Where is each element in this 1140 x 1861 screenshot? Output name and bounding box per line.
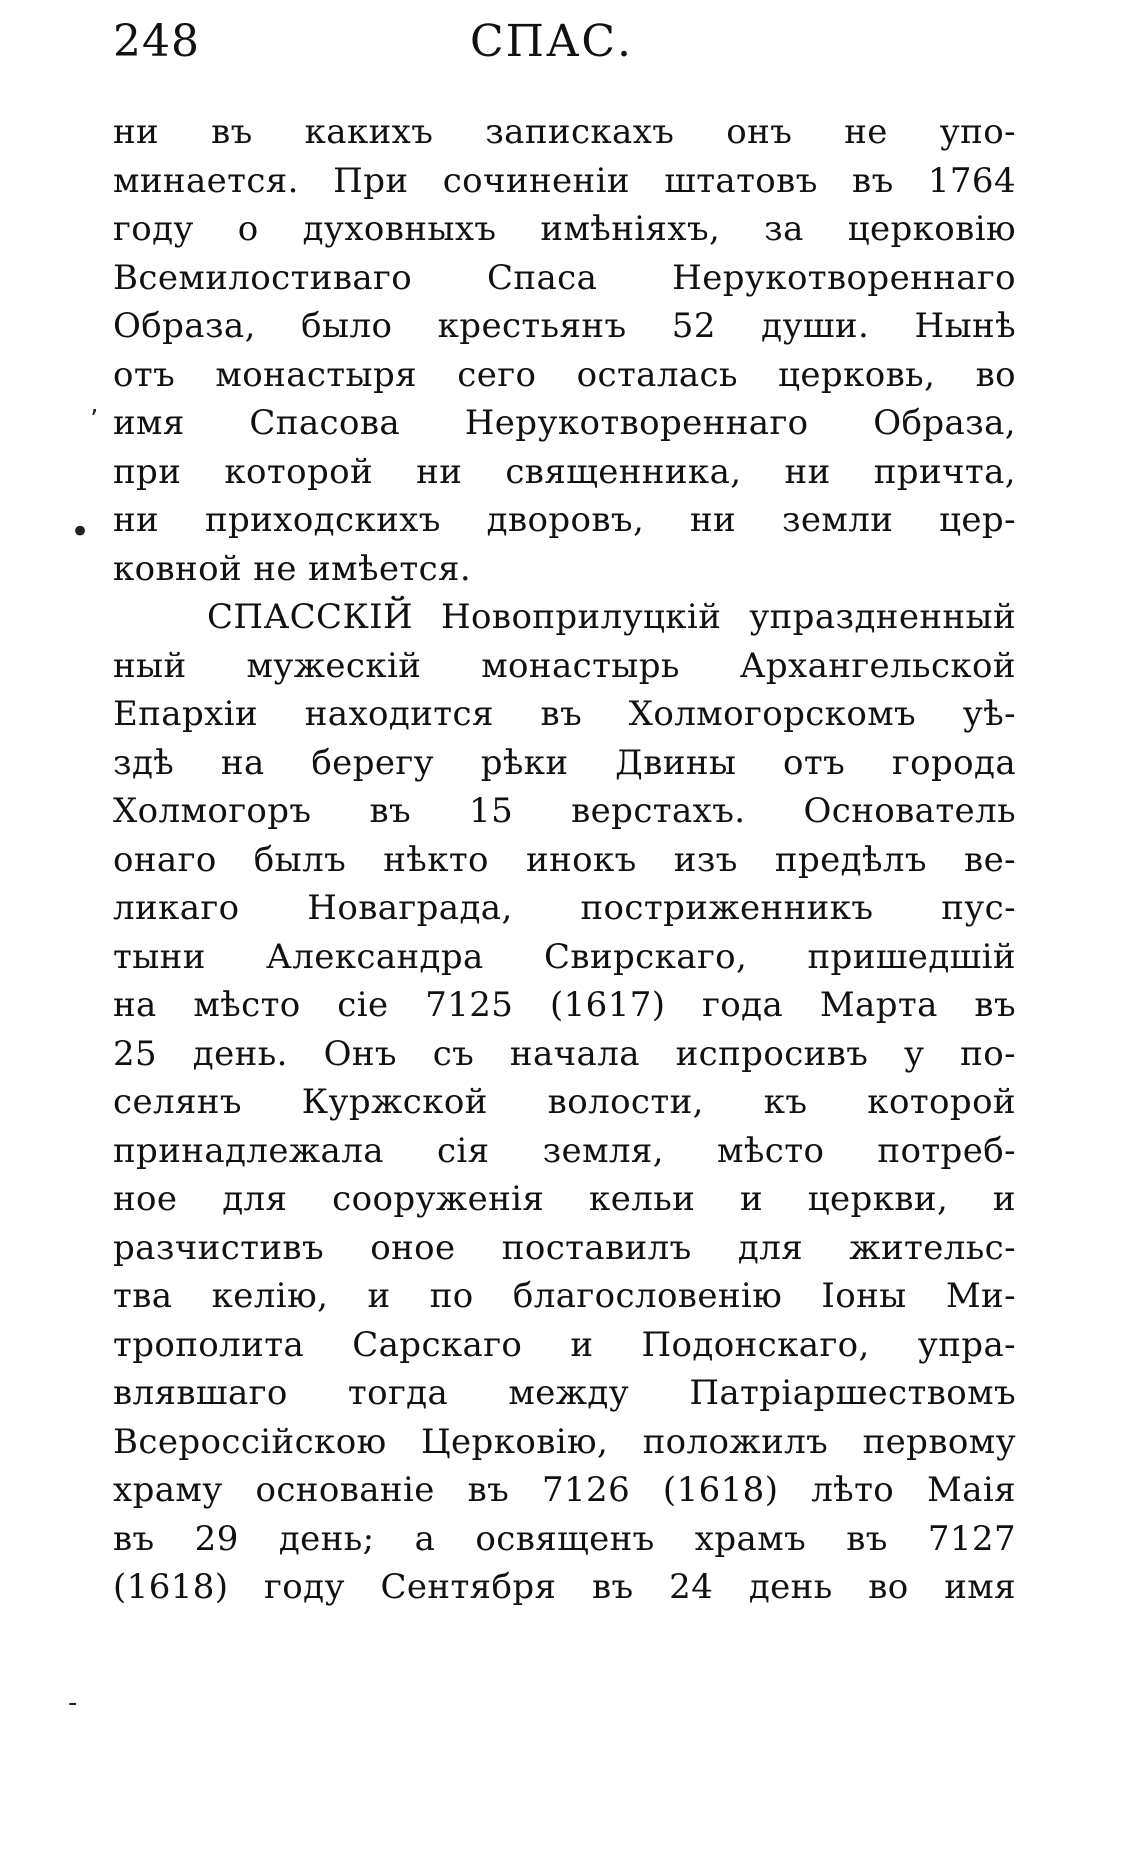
paragraph-start-line: СПАССКІЙ Новоприлуцкій упраздненный — [207, 597, 1016, 637]
text-line: ковной не имѣется. — [113, 548, 472, 589]
text-line: 25 день. Онъ съ начала испросивъ у по- — [113, 1033, 1016, 1074]
page-number: 248 — [113, 16, 200, 67]
text-line: Всероссійскою Церковію, положилъ первому — [113, 1421, 1016, 1462]
text-line: минается. При сочиненіи штатовъ въ 1764 — [113, 160, 1016, 201]
text-line: онаго былъ нѣкто инокъ изъ предѣлъ ве- — [113, 839, 1016, 880]
text-line: тыни Александра Свирскаго, пришедшій — [113, 936, 1016, 977]
text-line: принадлежала сія земля, мѣсто потреб- — [113, 1130, 1016, 1171]
text-line: ни въ какихъ запискахъ онъ не упо- — [113, 112, 1016, 152]
text-line: отъ монастыря сего осталась церковь, во — [113, 354, 1016, 395]
text-line: храму основаніе въ 7126 (1618) лѣто Маія — [113, 1470, 1016, 1510]
text-line: ное для сооруженія кельи и церкви, и — [113, 1179, 1016, 1219]
running-head: СПАС. — [470, 16, 634, 67]
text-line: ный мужескій монастырь Архангельской — [113, 645, 1016, 686]
text-line: имя Спасова Нерукотвореннаго Образа, — [113, 403, 1016, 443]
body-text — [113, 108, 1016, 1612]
text-line: ни приходскихъ дворовъ, ни земли цер- — [113, 500, 1016, 540]
text-line: на мѣсто сіе 7125 (1617) года Марта въ — [113, 985, 1016, 1025]
text-line: влявшаго тогда между Патріаршествомъ — [113, 1373, 1016, 1413]
text-line: при которой ни священника, ни причта, — [113, 451, 1016, 492]
stray-mark: • — [70, 512, 91, 552]
text-line: Холмогоръ въ 15 верстахъ. Основатель — [113, 791, 1016, 831]
text-line: тва келію, и по благословенію Іоны Ми- — [113, 1276, 1016, 1316]
text-line: (1618) году Сентября въ 24 день во имя — [113, 1567, 1016, 1607]
text-line: ликаго Новаграда, постриженникъ пус- — [113, 888, 1016, 928]
text-line: Образа, было крестьянъ 52 души. Нынѣ — [113, 306, 1016, 346]
text-line: Всемилостиваго Спаса Нерукотвореннаго — [113, 257, 1016, 298]
text-line: разчистивъ оное поставилъ для жительс- — [113, 1227, 1016, 1268]
stray-mark: - — [68, 1688, 78, 1718]
text-line: здѣ на берегу рѣки Двины отъ города — [113, 742, 1016, 783]
text-line: трополита Сарскаго и Подонскаго, упра- — [113, 1324, 1016, 1365]
text-line: Епархіи находится въ Холмогорскомъ уѣ- — [113, 694, 1016, 734]
stray-mark: ʼ — [90, 405, 99, 435]
text-line: году о духовныхъ имѣніяхъ, за церковію — [113, 209, 1016, 249]
text-line: въ 29 день; а освященъ храмъ въ 7127 — [113, 1518, 1016, 1559]
text-line: селянъ Куржской волости, къ которой — [113, 1082, 1016, 1122]
